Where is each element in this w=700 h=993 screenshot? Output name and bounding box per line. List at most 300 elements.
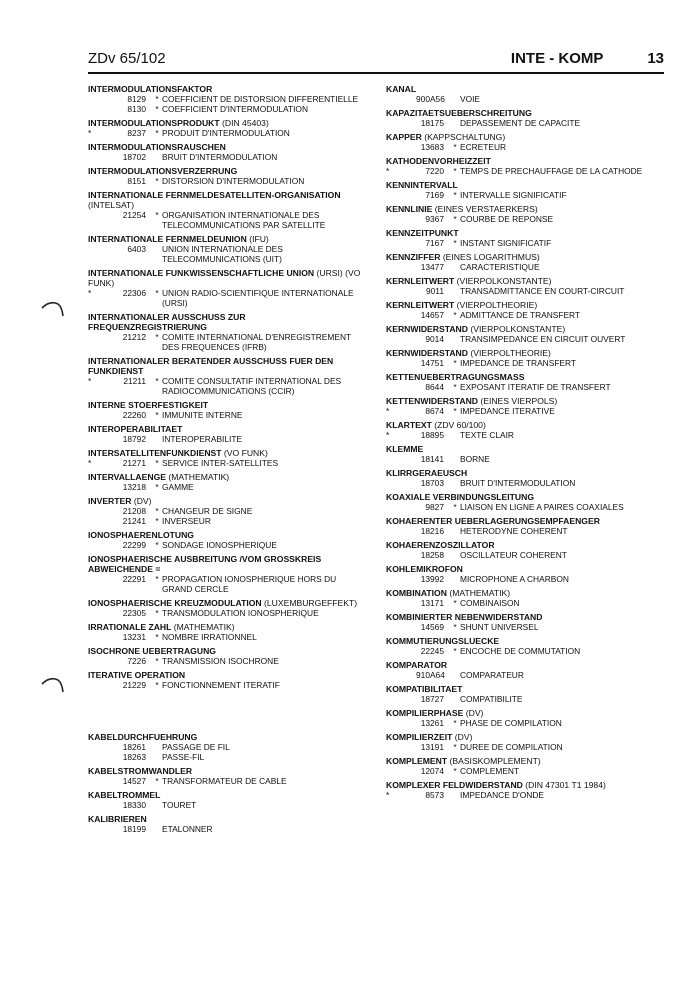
entry-code: 13171 (420, 598, 444, 608)
term-qualifier: (DIN 45403) (219, 118, 269, 128)
entry-term (88, 400, 366, 410)
asterisk-marker: * (155, 288, 159, 298)
term-text: IRRATIONALE ZAHL (88, 622, 172, 632)
translation-row (88, 742, 366, 752)
entry-term (88, 472, 366, 482)
star-marker (386, 742, 416, 752)
entry-code: 22305 (122, 608, 146, 618)
dictionary-entry (88, 814, 366, 834)
french-equivalent: DUREE DE COMPILATION (460, 742, 563, 752)
entry-code: 9827 (425, 502, 444, 512)
star-marker (88, 104, 118, 114)
entry-term (386, 492, 666, 502)
entry-code: 14527 (122, 776, 146, 786)
star-marker (88, 742, 118, 752)
entry-term (386, 468, 666, 478)
dictionary-entry (386, 756, 666, 776)
french-equivalent: EXPOSANT ITERATIF DE TRANSFERT (460, 382, 611, 392)
translation-row (386, 598, 666, 608)
entry-code: 8674 (425, 406, 444, 416)
star-marker (386, 310, 416, 320)
translation-row (386, 358, 666, 368)
entry-code: 21212 (122, 332, 146, 342)
asterisk-marker (450, 574, 460, 584)
dictionary-entry (88, 790, 366, 810)
french-equivalent: VOIE (460, 94, 481, 104)
dictionary-entry (386, 540, 666, 560)
french-equivalent: COMITE INTERNATIONAL D'ENREGISTREMENT DES FREQUENCES (IFRB) (162, 332, 351, 352)
star-marker (386, 622, 416, 632)
entry-term (88, 496, 366, 506)
asterisk-marker (152, 152, 162, 162)
entry-term (386, 540, 666, 550)
star-marker (386, 598, 416, 608)
star-marker (88, 656, 118, 666)
translation-row (386, 454, 666, 464)
header-rule (88, 72, 664, 74)
term-qualifier: (VIERPOLTHEORIE) (454, 300, 538, 310)
translation-row (386, 310, 666, 320)
translation-row (88, 376, 366, 396)
entry-term (386, 444, 666, 454)
term-text: KETTENWIDERSTAND (386, 396, 478, 406)
left-column (88, 84, 366, 838)
star-marker (88, 244, 118, 264)
term-text: KABELTROMMEL (88, 790, 161, 800)
translation-row (386, 670, 666, 680)
entry-code: 8573 (425, 790, 444, 800)
star-marker (88, 632, 118, 642)
dictionary-entry (88, 530, 366, 550)
french-equivalent: PROPAGATION IONOSPHERIQUE HORS DU GRAND CERCLE (162, 574, 337, 594)
translation-row (386, 406, 666, 416)
dictionary-entry (386, 708, 666, 728)
dictionary-entry (88, 190, 366, 230)
french-equivalent: COMPARATEUR (460, 670, 524, 680)
star-marker (386, 502, 416, 512)
asterisk-marker: * (155, 776, 159, 786)
asterisk-marker (450, 526, 460, 536)
entry-code: 13261 (420, 718, 444, 728)
dictionary-entry (386, 780, 666, 800)
asterisk-marker (152, 800, 162, 810)
dictionary-entry (88, 400, 366, 420)
entry-code: 18792 (122, 434, 146, 444)
french-equivalent: ENCOCHE DE COMMUTATION (460, 646, 581, 656)
entry-code: 18263 (122, 752, 146, 762)
entry-term (386, 300, 666, 310)
asterisk-marker: * (155, 680, 159, 690)
right-column (386, 84, 666, 804)
star-marker (386, 478, 416, 488)
term-text: INTERNATIONALE FUNKWISSENSCHAFTLICHE UNION (88, 268, 315, 278)
dictionary-entry (88, 622, 366, 642)
asterisk-marker (450, 286, 460, 296)
term-text: INTERNATIONALER BERATENDER AUSSCHUSS FUER DEN FUNKDIENST (88, 356, 334, 376)
asterisk-marker: * (453, 166, 457, 176)
entry-term (88, 670, 366, 680)
entry-code: 18141 (420, 454, 444, 464)
asterisk-marker: * (453, 382, 457, 392)
translation-row (386, 166, 666, 176)
french-equivalent: CHANGEUR DE SIGNE (162, 506, 253, 516)
asterisk-marker: * (453, 766, 457, 776)
french-equivalent: IMPEDANCE ITERATIVE (460, 406, 555, 416)
star-marker (88, 94, 118, 104)
asterisk-marker: * (155, 458, 159, 468)
asterisk-marker: * (155, 516, 159, 526)
translation-row (88, 128, 366, 138)
french-equivalent: COMBINAISON (460, 598, 520, 608)
term-qualifier: (ZDV 60/100) (431, 420, 486, 430)
dictionary-entry (88, 554, 366, 594)
translation-row (88, 332, 366, 352)
french-equivalent: TOURET (162, 800, 197, 810)
translation-row (88, 632, 366, 642)
translation-row (386, 190, 666, 200)
french-equivalent: PRODUIT D'INTERMODULATION (162, 128, 290, 138)
entry-code: 7167 (425, 238, 444, 248)
translation-row (88, 482, 366, 492)
star-marker (88, 752, 118, 762)
french-equivalent: GAMME (162, 482, 194, 492)
entry-term (88, 142, 366, 152)
star-marker (88, 800, 118, 810)
star-marker: * (386, 430, 390, 440)
margin-mark-icon (40, 300, 66, 318)
translation-row (88, 458, 366, 468)
dictionary-entry (386, 732, 666, 752)
translation-row (386, 262, 666, 272)
term-text: KENNZIFFER (386, 252, 441, 262)
entry-code: 21208 (122, 506, 146, 516)
term-qualifier: (EINES VIERPOLS) (477, 396, 558, 406)
star-marker (386, 646, 416, 656)
entry-code: 7169 (425, 190, 444, 200)
entry-code: 13992 (420, 574, 444, 584)
star-marker: * (88, 458, 92, 468)
term-text: KOMMUTIERUNGSLUECKE (386, 636, 500, 646)
entry-term (386, 612, 666, 622)
translation-row (88, 244, 366, 264)
term-text: INTERMODULATIONSFAKTOR (88, 84, 213, 94)
entry-code: 9014 (425, 334, 444, 344)
term-qualifier: (URSI) (VO FUNK) (88, 268, 361, 288)
dictionary-entry (88, 356, 366, 396)
translation-row (386, 142, 666, 152)
term-qualifier: (VIERPOLKONSTANTE) (467, 324, 566, 334)
term-qualifier: (MATHEMATIK) (171, 622, 235, 632)
asterisk-marker: * (453, 358, 457, 368)
star-marker (386, 214, 416, 224)
french-equivalent: PASSE-FIL (162, 752, 205, 762)
entry-code: 18727 (420, 694, 444, 704)
term-text: KLEMME (386, 444, 424, 454)
star-marker (386, 766, 416, 776)
term-text: KERNLEITWERT (386, 300, 455, 310)
dictionary-entry (88, 118, 366, 138)
term-qualifier: (LUXEMBURGEFFEKT) (261, 598, 358, 608)
translation-row (88, 776, 366, 786)
entry-term (386, 708, 666, 718)
french-equivalent: TRANSMODULATION IONOSPHERIQUE (162, 608, 319, 618)
french-equivalent: COMITE CONSULTATIF INTERNATIONAL DES RADIOCOMMUNICATIONS (CCIR) (162, 376, 342, 396)
dictionary-entry (88, 424, 366, 444)
term-text: INTERNATIONALE FERNMELDEUNION (88, 234, 247, 244)
dictionary-entry (88, 142, 366, 162)
entry-term (386, 180, 666, 190)
asterisk-marker (450, 454, 460, 464)
translation-row (386, 718, 666, 728)
term-text: KLARTEXT (386, 420, 432, 430)
entry-term (386, 156, 666, 166)
entry-code: 18216 (420, 526, 444, 536)
french-equivalent: TRANSFORMATEUR DE CABLE (162, 776, 287, 786)
star-marker (386, 118, 416, 128)
french-equivalent: INTERVALLE SIGNIFICATIF (460, 190, 567, 200)
entry-term (88, 732, 366, 742)
translation-row (88, 656, 366, 666)
entry-code: 8151 (127, 176, 146, 186)
star-marker (386, 358, 416, 368)
entry-term (88, 646, 366, 656)
asterisk-marker: * (155, 376, 159, 386)
translation-row (88, 752, 366, 762)
translation-row (386, 478, 666, 488)
asterisk-marker (152, 434, 162, 444)
french-equivalent: FONCTIONNEMENT ITERATIF (162, 680, 280, 690)
asterisk-marker: * (155, 482, 159, 492)
star-marker (386, 718, 416, 728)
entry-term (88, 356, 366, 376)
term-qualifier: (DIN 47301 T1 1984) (522, 780, 606, 790)
translation-row (386, 766, 666, 776)
french-equivalent: COMPLEMENT (460, 766, 520, 776)
entry-code: 8644 (425, 382, 444, 392)
term-text: INTERMODULATIONSPRODUKT (88, 118, 220, 128)
asterisk-marker: * (155, 94, 159, 104)
entry-term (386, 684, 666, 694)
translation-row (88, 680, 366, 690)
term-text: KOMBINIERTER NEBENWIDERSTAND (386, 612, 543, 622)
entry-term (386, 588, 666, 598)
entry-term (88, 166, 366, 176)
asterisk-marker: * (453, 190, 457, 200)
term-text: IONOSPHAERISCHE KREUZMODULATION (88, 598, 262, 608)
star-marker (386, 142, 416, 152)
asterisk-marker: * (155, 332, 159, 342)
entry-code: 13477 (420, 262, 444, 272)
entry-term (88, 424, 366, 434)
entry-code: 900A56 (416, 94, 445, 104)
asterisk-marker: * (453, 622, 457, 632)
french-equivalent: INVERSEUR (162, 516, 211, 526)
french-equivalent: ECRETEUR (460, 142, 507, 152)
term-text: KETTENUEBERTRAGUNGSMASS (386, 372, 525, 382)
french-equivalent: SERVICE INTER-SATELLITES (162, 458, 279, 468)
star-marker (386, 550, 416, 560)
star-marker (88, 410, 118, 420)
entry-term (88, 84, 366, 94)
french-equivalent: ADMITTANCE DE TRANSFERT (460, 310, 581, 320)
dictionary-entry (386, 588, 666, 608)
asterisk-marker: * (155, 128, 159, 138)
star-marker (88, 824, 118, 834)
asterisk-marker (450, 694, 460, 704)
french-equivalent: MICROPHONE A CHARBON (460, 574, 569, 584)
term-text: KENNINTERVALL (386, 180, 458, 190)
page-header (88, 50, 664, 70)
french-equivalent: ORGANISATION INTERNATIONALE DES TELECOMMUNICATIONS PAR SATELLITE (162, 210, 326, 230)
dictionary-entry (386, 420, 666, 440)
entry-term (88, 448, 366, 458)
translation-row (88, 94, 366, 104)
entry-term (88, 234, 366, 244)
asterisk-marker (450, 94, 460, 104)
entry-term (386, 252, 666, 262)
term-text: INVERTER (88, 496, 132, 506)
entry-term (386, 228, 666, 238)
dictionary-entry (88, 496, 366, 526)
star-marker (386, 238, 416, 248)
dictionary-entry (88, 234, 366, 264)
entry-code: 910A64 (416, 670, 445, 680)
translation-row (386, 550, 666, 560)
entry-term (386, 276, 666, 286)
french-equivalent: TRANSMISSION ISOCHRONE (162, 656, 279, 666)
french-equivalent: PASSAGE DE FIL (162, 742, 230, 752)
french-equivalent: UNION INTERNATIONALE DES TELECOMMUNICATIONS (UIT) (162, 244, 283, 264)
translation-row (88, 516, 366, 526)
entry-code: 22245 (420, 646, 444, 656)
entry-term (88, 190, 366, 210)
french-equivalent: TRANSIMPEDANCE EN CIRCUIT OUVERT (460, 334, 626, 344)
term-text: KOMPLEMENT (386, 756, 448, 766)
entry-term (386, 204, 666, 214)
term-text: INTERSATELLITENFUNKDIENST (88, 448, 222, 458)
term-text: KAPAZITAETSUEBERSCHREITUNG (386, 108, 532, 118)
entry-term (386, 780, 666, 790)
french-equivalent: INTEROPERABILITE (162, 434, 243, 444)
asterisk-marker (450, 670, 460, 680)
entry-code: 9367 (425, 214, 444, 224)
french-equivalent: HETERODYNE COHERENT (460, 526, 568, 536)
translation-row (88, 288, 366, 308)
entry-code: 7220 (425, 166, 444, 176)
entry-term (88, 312, 366, 332)
term-text: INTERNATIONALE FERNMELDESATELLITEN-ORGANISATION (88, 190, 341, 200)
star-marker (386, 190, 416, 200)
document-reference: ZDv 65/102 (88, 50, 166, 67)
term-text: INTERNATIONALER AUSSCHUSS ZUR FREQUENZREGISTRIERUNG (88, 312, 246, 332)
entry-term (88, 118, 366, 128)
entry-code: 13218 (122, 482, 146, 492)
star-marker (88, 516, 118, 526)
term-qualifier: (EINES LOGARITHMUS) (440, 252, 540, 262)
asterisk-marker: * (453, 502, 457, 512)
asterisk-marker (450, 550, 460, 560)
term-text: IONOSPHAERISCHE AUSBREITUNG /VOM GROSSKREIS ABWEICHENDE = (88, 554, 322, 574)
asterisk-marker (450, 478, 460, 488)
dictionary-entry (386, 660, 666, 680)
french-equivalent: NOMBRE IRRATIONNEL (162, 632, 257, 642)
dictionary-entry (386, 492, 666, 512)
star-marker: * (386, 790, 390, 800)
entry-code: 18330 (122, 800, 146, 810)
star-marker (88, 540, 118, 550)
dictionary-entry (386, 156, 666, 176)
dictionary-entry (386, 252, 666, 272)
star-marker (386, 574, 416, 584)
entry-code: 14569 (420, 622, 444, 632)
entry-list-i (88, 84, 366, 690)
dictionary-entry (386, 516, 666, 536)
translation-row (386, 118, 666, 128)
entry-term (386, 732, 666, 742)
term-text: KOMPARATOR (386, 660, 448, 670)
asterisk-marker: * (453, 214, 457, 224)
entry-list-k (88, 732, 366, 834)
french-equivalent: BORNE (460, 454, 490, 464)
star-marker (88, 210, 118, 230)
term-text: INTERMODULATIONSVERZERRUNG (88, 166, 238, 176)
asterisk-marker: * (155, 540, 159, 550)
term-text: KERNLEITWERT (386, 276, 455, 286)
french-equivalent: COURBE DE REPONSE (460, 214, 554, 224)
term-qualifier: (IFU) (246, 234, 269, 244)
star-marker (88, 680, 118, 690)
asterisk-marker (152, 824, 162, 834)
french-equivalent: DEPASSEMENT DE CAPACITE (460, 118, 581, 128)
translation-row (386, 622, 666, 632)
french-equivalent: BRUIT D'INTERMODULATION (162, 152, 278, 162)
entry-code: 13231 (122, 632, 146, 642)
star-marker: * (386, 406, 390, 416)
term-text: KABELSTROMWANDLER (88, 766, 193, 776)
star-marker (88, 574, 118, 594)
star-marker (88, 482, 118, 492)
term-qualifier: (INTELSAT) (88, 200, 135, 210)
star-marker: * (88, 288, 92, 298)
translation-row (88, 574, 366, 594)
star-marker (88, 434, 118, 444)
french-equivalent: COEFFICIENT DE DISTORSION DIFFERENTIELLE (162, 94, 359, 104)
dictionary-entry (386, 372, 666, 392)
french-equivalent: UNION RADIO-SCIENTIFIQUE INTERNATIONALE (URSI) (162, 288, 354, 308)
entry-code: 13191 (420, 742, 444, 752)
entry-term (386, 564, 666, 574)
translation-row (386, 742, 666, 752)
asterisk-marker: * (155, 210, 159, 220)
asterisk-marker: * (453, 310, 457, 320)
french-equivalent: DISTORSION D'INTERMODULATION (162, 176, 305, 186)
term-text: KENNLINIE (386, 204, 433, 214)
dictionary-entry (88, 472, 366, 492)
translation-row (386, 574, 666, 584)
translation-row (88, 104, 366, 114)
section-range: INTE - KOMP (510, 50, 604, 67)
star-marker (88, 776, 118, 786)
entry-code: 12074 (420, 766, 444, 776)
translation-row (386, 502, 666, 512)
dictionary-entry (88, 732, 366, 762)
asterisk-marker: * (453, 718, 457, 728)
translation-row (386, 646, 666, 656)
asterisk-marker: * (453, 238, 457, 248)
entry-code: 6403 (127, 244, 146, 254)
dictionary-entry (386, 324, 666, 344)
dictionary-entry (386, 108, 666, 128)
